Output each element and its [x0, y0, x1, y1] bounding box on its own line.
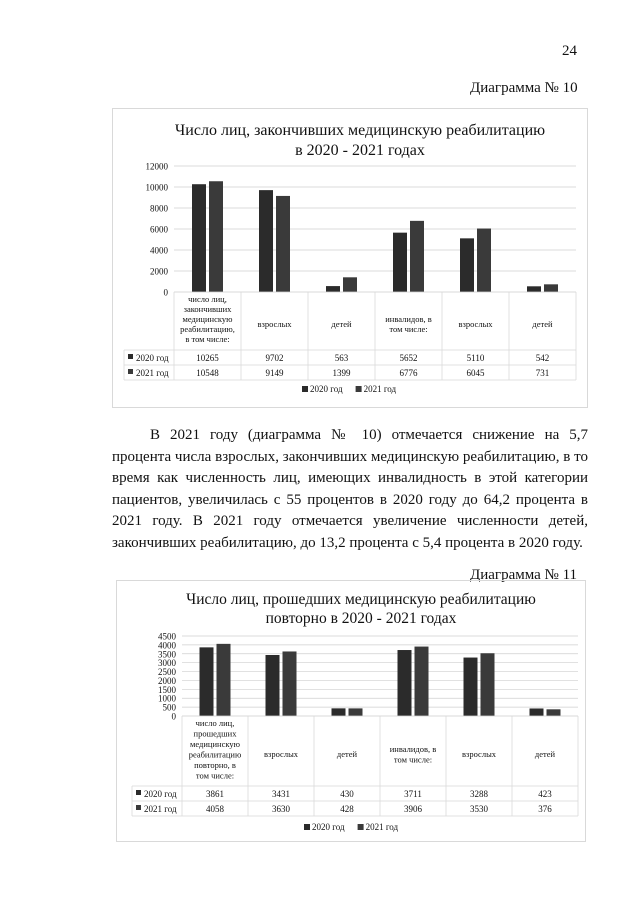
- data-value-label: 3288: [470, 789, 488, 799]
- body-paragraph: В 2021 году (диаграмма № 10) отмечается снижение на 5,7 процента числа взрослых, закончивших медицинскую реабилитацию, в то время как численность лиц, имеющих инвалидность в этой категории пациентов, увеличилась с 55 процентов в 2020 году до 64,2 процента в 2021 году. В 2021 году отмечается увеличение численности детей, закончивших реабилитацию, до 13,2 процента с 5,4 процента в 2020 году.: [112, 427, 588, 551]
- category-label: инвалидов, в: [389, 743, 437, 754]
- chart-title-line: повторно в 2020 - 2021 годах: [265, 610, 457, 627]
- bar-2021-год: [276, 196, 290, 292]
- bar-2021-год: [283, 651, 297, 716]
- data-value-label: 9702: [265, 353, 284, 363]
- data-value-label: 1399: [332, 368, 351, 378]
- category-label: взрослых: [461, 749, 497, 759]
- chart-title-line: в 2020 - 2021 годах: [295, 142, 425, 159]
- bar-2020-год: [527, 286, 541, 292]
- category-label: том числе:: [389, 324, 428, 334]
- legend-swatch: [302, 386, 308, 392]
- bar-2020-год: [259, 190, 273, 292]
- category-label: реабилитацию,: [180, 324, 235, 334]
- data-value-label: 428: [340, 804, 354, 814]
- y-tick-label: 3000: [158, 658, 176, 669]
- bar-2020-год: [464, 658, 478, 716]
- data-value-label: 3861: [206, 789, 224, 799]
- category-label: в том числе:: [185, 334, 230, 344]
- legend-label: 2020 год: [312, 822, 345, 832]
- bar-2021-год: [547, 709, 561, 716]
- category-label: детей: [532, 319, 553, 329]
- legend-swatch: [304, 824, 310, 830]
- chart-diagram-11: [116, 580, 586, 842]
- legend-label: 2021 год: [365, 822, 399, 832]
- row-legend-key: [128, 354, 133, 359]
- row-series-name: 2021 год: [144, 804, 177, 814]
- diagram-10-label: Диаграмма № 10: [470, 80, 578, 96]
- data-value-label: 423: [538, 789, 552, 799]
- bar-2021-год: [410, 221, 424, 292]
- y-tick-label: 12000: [145, 161, 168, 172]
- chart-diagram-10: [112, 108, 588, 408]
- data-value-label: 3630: [272, 804, 290, 814]
- category-label: прошедших: [193, 728, 237, 739]
- y-tick-label: 4500: [158, 631, 176, 642]
- data-value-label: 542: [535, 353, 550, 363]
- bar-2021-год: [217, 644, 231, 716]
- category-label: реабилитацию: [188, 749, 242, 760]
- y-tick-label: 2500: [158, 667, 176, 678]
- data-value-label: 5652: [399, 353, 418, 363]
- category-label: повторно, в: [194, 760, 236, 770]
- data-value-label: 4058: [206, 804, 224, 814]
- bar-2021-год: [343, 277, 357, 292]
- legend-swatch: [356, 386, 362, 392]
- bar-2021-год: [477, 229, 491, 292]
- category-label: число лиц,: [188, 294, 227, 304]
- bar-2021-год: [415, 647, 429, 716]
- category-label: медицинскую: [182, 314, 233, 324]
- bar-2020-год: [192, 184, 206, 292]
- category-label: инвалидов, в: [385, 314, 432, 324]
- y-tick-label: 1500: [158, 684, 176, 695]
- category-label: взрослых: [458, 319, 493, 329]
- data-value-label: 731: [535, 368, 550, 378]
- bar-2020-год: [266, 655, 280, 716]
- data-value-label: 3431: [272, 789, 290, 799]
- chart-title-line: Число лиц, прошедших медицинскую реабилитацию: [186, 591, 536, 608]
- legend-label: 2020 год: [310, 384, 343, 394]
- diagram-11-label: Диаграмма № 11: [470, 567, 578, 583]
- page-number: 24: [562, 43, 577, 59]
- y-tick-label: 2000: [158, 675, 176, 686]
- bar-2020-год: [530, 708, 544, 716]
- bar-2021-год: [544, 284, 558, 292]
- bar-2021-год: [209, 181, 223, 292]
- category-label: медицинскую: [190, 739, 240, 749]
- category-label: детей: [331, 319, 352, 329]
- y-tick-label: 1000: [158, 693, 176, 704]
- bar-2020-год: [460, 238, 474, 292]
- bar-2021-год: [481, 653, 495, 716]
- row-series-name: 2021 год: [136, 368, 169, 378]
- y-tick-label: 3500: [158, 649, 176, 660]
- data-value-label: 3711: [404, 789, 422, 799]
- bar-2020-год: [393, 233, 407, 292]
- category-label: детей: [534, 749, 556, 759]
- row-series-name: 2020 год: [144, 789, 177, 799]
- category-label: детей: [336, 749, 358, 759]
- bar-2020-год: [332, 708, 346, 716]
- data-value-label: 10265: [196, 353, 219, 363]
- data-value-label: 6045: [466, 368, 485, 378]
- data-value-label: 6776: [399, 368, 418, 378]
- y-tick-label: 0: [171, 711, 176, 722]
- category-label: взрослых: [257, 319, 292, 329]
- bar-2020-год: [200, 647, 214, 716]
- data-value-label: 563: [334, 353, 349, 363]
- y-tick-label: 4000: [158, 640, 176, 651]
- data-value-label: 3906: [404, 804, 422, 814]
- data-value-label: 5110: [466, 353, 485, 363]
- data-value-label: 3530: [470, 804, 488, 814]
- y-tick-label: 6000: [150, 224, 168, 235]
- bar-2020-год: [326, 286, 340, 292]
- y-tick-label: 0: [163, 287, 168, 298]
- row-legend-key: [136, 790, 141, 795]
- chart-10-svg: [112, 108, 588, 408]
- data-value-label: 430: [340, 789, 354, 799]
- category-label: том числе:: [393, 754, 433, 765]
- chart-title-line: Число лиц, закончивших медицинскую реабилитацию: [174, 122, 546, 139]
- legend-swatch: [358, 824, 364, 830]
- row-legend-key: [136, 805, 141, 810]
- bar-2021-год: [349, 708, 363, 716]
- data-value-label: 10548: [196, 368, 219, 378]
- category-label: взрослых: [263, 749, 299, 759]
- legend-label: 2021 год: [363, 384, 397, 394]
- category-label: число лиц,: [195, 718, 235, 728]
- y-tick-label: 500: [162, 702, 176, 713]
- y-tick-label: 8000: [150, 203, 168, 214]
- y-tick-label: 10000: [145, 182, 168, 193]
- data-value-label: 376: [538, 804, 552, 814]
- data-value-label: 9149: [265, 368, 284, 378]
- y-tick-label: 2000: [150, 266, 168, 277]
- category-label: том числе:: [195, 770, 235, 781]
- row-legend-key: [128, 369, 133, 374]
- row-series-name: 2020 год: [136, 353, 169, 363]
- bar-2020-год: [398, 650, 412, 716]
- y-tick-label: 4000: [150, 245, 168, 256]
- category-label: закончивших: [183, 304, 232, 314]
- chart-11-svg: [116, 580, 586, 842]
